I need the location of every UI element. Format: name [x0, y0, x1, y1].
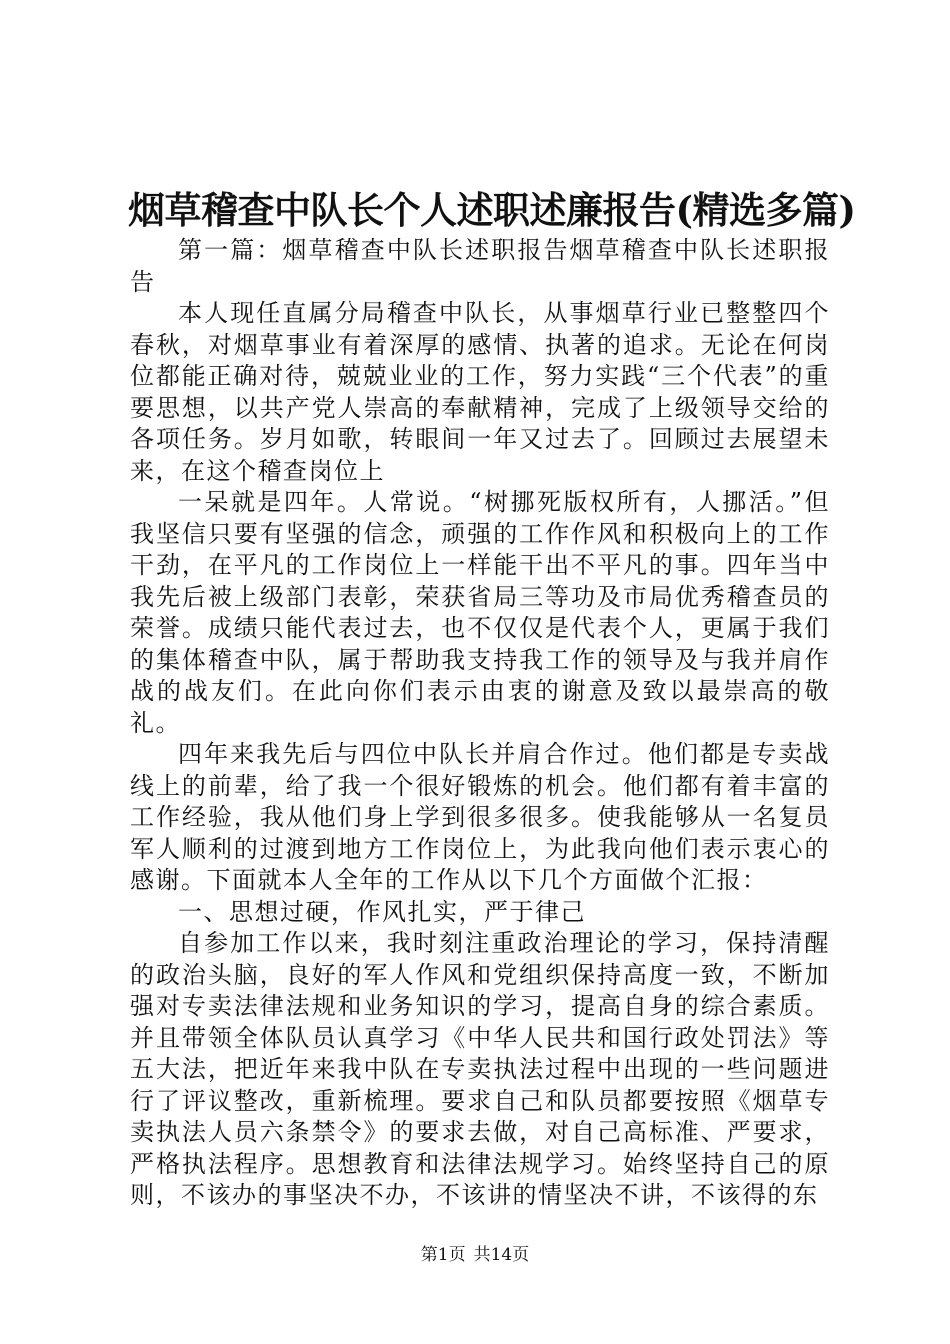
paragraph: 四年来我先后与四位中队长并肩合作过。他们都是专卖战线上的前辈，给了我一个很好锻炼的机会。他们都有着丰富的工作经验，我从他们身上学到很多很多。使我能够从一名复员军人顺利的过渡到地方工作岗位上，为此我向他们表示衷心的感谢。下面就本人全年的工作从以下几个方面做个汇报： [130, 740, 830, 894]
page-footer [0, 1243, 950, 1267]
page-number: 第1页 [420, 1245, 466, 1265]
section-heading: 一、思想过硬，作风扎实，严于律己 [178, 897, 586, 926]
paragraph: 本人现任直属分局稽查中队长，从事烟草行业已整整四个春秋，对烟草事业有着深厚的感情、执著的追求。无论在何岗位都能正确对待，兢兢业业的工作，努力实践“三个代表”的重要思想，以共产党人崇高的奉献精神，完成了上级领导交给的各项任务。岁月如歌，转眼间一年又过去了。回顾过去展望未来，在这个稽查岗位上 [130, 299, 830, 485]
paragraph: 自参加工作以来，我时刻注重政治理论的学习，保持清醒的政治头脑，良好的军人作风和党组织保持高度一致，不断加强对专卖法律法规和业务知识的学习，提高自身的综合素质。并且带领全体队员认真学习《中华人民共和国行政处罚法》等五大法，把近年来我中队在专卖执法过程中出现的一些问题进行了评议整改，重新梳理。要求自己和队员都要按照《烟草专卖执法人员六条禁令》的要求去做，对自己高标准、严要求，严格执法程序。思想教育和法律法规学习。始终坚持自己的原则，不该办的事坚决不办，不该讲的情坚决不讲，不该得的东 [130, 929, 830, 1209]
document-title: 烟草稽查中队长个人述职述廉报告(精选多篇) [128, 188, 856, 232]
paragraph-heading-first-part: 第一篇：烟草稽查中队长述职报告烟草稽查中队长述职报告 [130, 236, 830, 296]
page-total: 共14页 [473, 1245, 530, 1265]
document-body [130, 235, 830, 1212]
paragraph: 一呆就是四年。人常说。“树挪死版权所有，人挪活。”但我坚信只要有坚强的信念，顽强的工作作风和积极向上的工作干劲，在平凡的工作岗位上一样能干出不平凡的事。四年当中我先后被上级部门表彰，荣获省局三等功及市局优秀稽查员的荣誉。成绩只能代表过去，也不仅仅是代表个人，更属于我们的集体稽查中队，属于帮助我支持我工作的领导及与我并肩作战的战友们。在此向你们表示由衷的谢意及致以最崇高的敬礼。 [130, 488, 830, 737]
